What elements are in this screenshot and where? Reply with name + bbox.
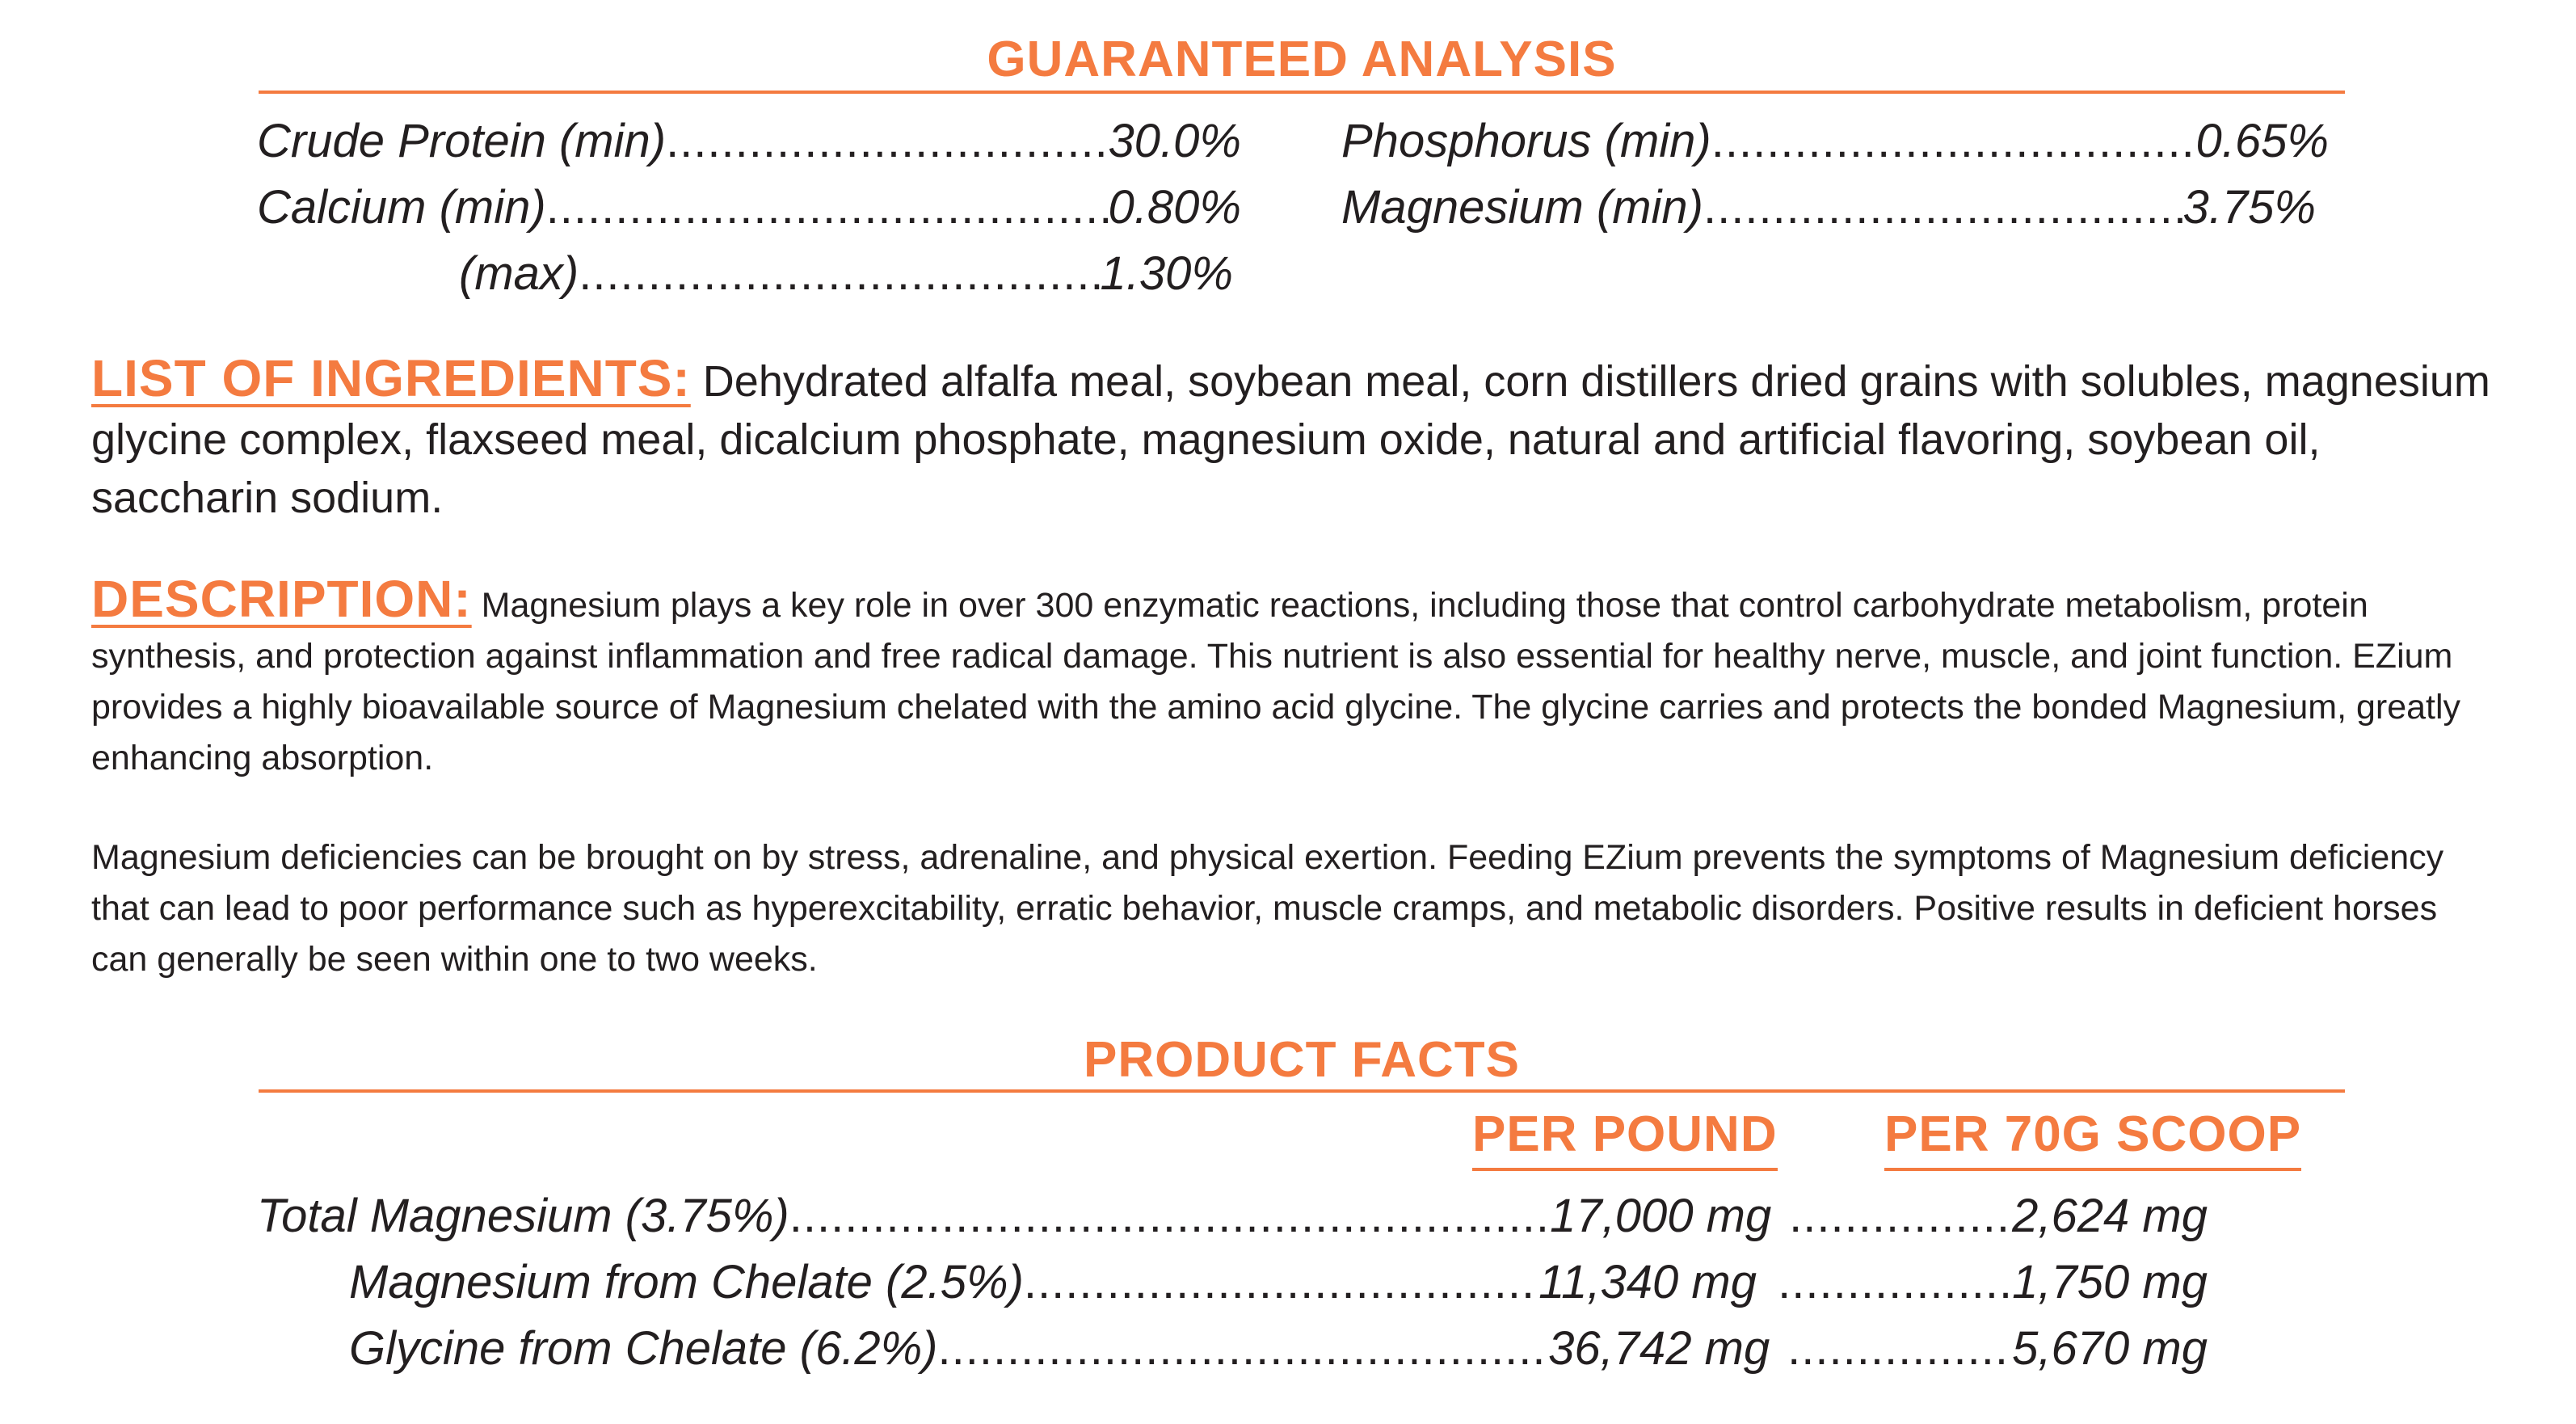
column-header-per-pound: PER POUND [1472, 1106, 1778, 1171]
product-facts-title: PRODUCT FACTS [1084, 1032, 1520, 1088]
ga-row-calcium-min [257, 181, 1241, 234]
ga-leader [1711, 118, 2196, 165]
ga-leader [579, 251, 1100, 297]
product-fact-row-magnesium-chelate [349, 1256, 2208, 1308]
ga-label: Magnesium (min) [1341, 181, 1703, 234]
description-paragraph-2: Magnesium deficiencies can be brought on by stress, adrenaline, and physical exertion. Feeding EZium prevents the symptoms of Magnesium deficiency that can lead to poor performance such as hyperexcitability, erratic behavior, muscle cramps, and metabolic disorders. Positive results in deficient horses can generally be seen within one to two weeks. [91, 838, 2444, 979]
ga-leader [666, 118, 1108, 165]
fact-per-scoop: 5,670 mg [2012, 1322, 2208, 1375]
product-facts-rule [259, 1089, 2345, 1093]
ga-row-crude-protein [257, 115, 1241, 167]
product-fact-row-total-magnesium [257, 1190, 2208, 1242]
ingredients-heading: LIST OF INGREDIENTS: [91, 349, 691, 407]
guaranteed-analysis-rule [259, 91, 2345, 94]
ga-value: 3.75% [2182, 181, 2316, 234]
ga-leader [546, 184, 1109, 231]
ga-value: 0.80% [1108, 181, 1241, 234]
description-text: Magnesium plays a key role in over 300 enzymatic reactions, including those that control carbohydrate metabolism, protein synthesis, and protection against inflammation and free radical damage. This nutrient is also essential for healthy nerve, muscle, and joint function. EZium provides a highly bioavailable source of Magnesium chelated with the amino acid glycine. The glycine carries and protects the bonded Magnesium, greatly enhancing absorption. [91, 586, 2461, 777]
fact-per-scoop: 1,750 mg [2012, 1256, 2208, 1308]
fact-per-scoop: 2,624 mg [2012, 1190, 2208, 1242]
ga-value: 0.65% [2195, 115, 2329, 167]
ga-label: (max) [459, 247, 579, 300]
fact-leader [1787, 1325, 2012, 1372]
ga-leader [1703, 184, 2183, 231]
ingredients-paragraph [91, 349, 2499, 527]
ga-value: 30.0% [1108, 115, 1241, 167]
ga-row-calcium-max [459, 247, 1233, 300]
ga-row-phosphorus [1341, 115, 2329, 167]
description-heading: DESCRIPTION: [91, 570, 472, 628]
ga-label: Crude Protein (min) [257, 115, 667, 167]
fact-label: Total Magnesium (3.75%) [257, 1190, 789, 1242]
fact-leader [1024, 1259, 1538, 1306]
fact-leader [937, 1325, 1548, 1372]
fact-label: Magnesium from Chelate (2.5%) [349, 1256, 1024, 1308]
fact-per-pound: 11,340 mg [1538, 1256, 1757, 1308]
fact-per-pound: 36,742 mg [1548, 1322, 1770, 1375]
ga-row-magnesium [1341, 181, 2316, 234]
fact-label: Glycine from Chelate (6.2%) [349, 1322, 938, 1375]
ga-label: Phosphorus (min) [1341, 115, 1711, 167]
column-header-per-scoop: PER 70G SCOOP [1884, 1106, 2301, 1171]
ga-label: Calcium (min) [257, 181, 546, 234]
fact-per-pound: 17,000 mg [1550, 1190, 1772, 1242]
description-paragraph [91, 570, 2499, 784]
ga-value: 1.30% [1100, 247, 1233, 300]
fact-leader [1789, 1193, 2012, 1240]
product-fact-row-glycine-chelate [349, 1322, 2208, 1375]
fact-leader [1778, 1259, 2012, 1306]
ingredients-text: Dehydrated alfalfa meal, soybean meal, corn distillers dried grains with solubles, magnesium glycine complex, flaxseed meal, dicalcium phosphate, magnesium oxide, natural and artificial flavoring, soybean oil, saccharin sodium. [91, 357, 2490, 522]
guaranteed-analysis-title: GUARANTEED ANALYSIS [987, 32, 1617, 87]
fact-leader [789, 1193, 1550, 1240]
